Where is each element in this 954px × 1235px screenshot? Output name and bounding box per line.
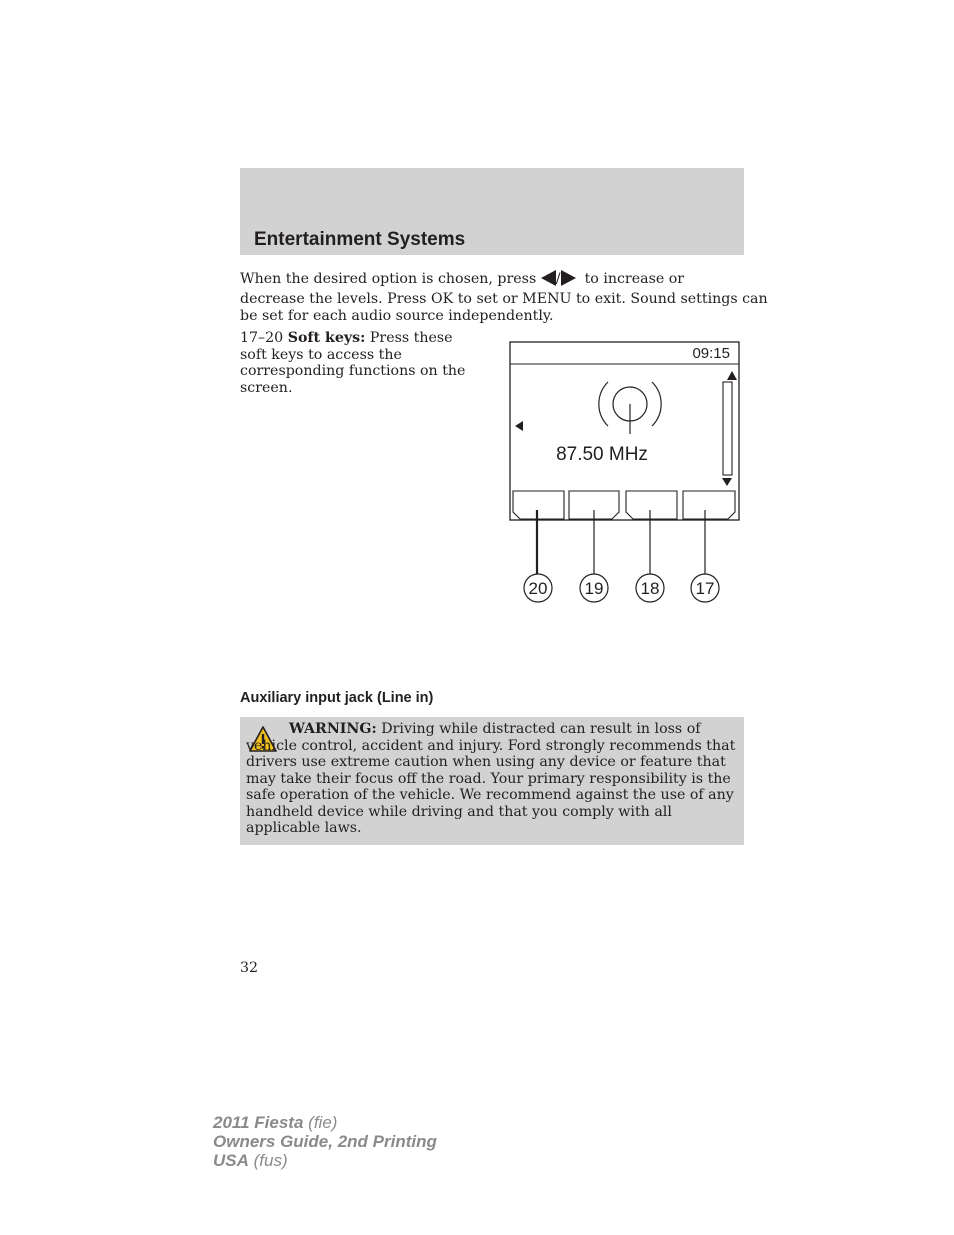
frequency-readout: 87.50 MHz xyxy=(556,444,648,465)
left-arrow-icon xyxy=(541,270,556,286)
aux-input-heading: Auxiliary input jack (Line in) xyxy=(240,690,434,706)
callout-label-17: 17 xyxy=(695,579,715,598)
section-title: Entertainment Systems xyxy=(254,229,466,250)
callout-label-20: 20 xyxy=(528,579,548,598)
intro-line-2: decrease the levels. Press OK to set or MENU to exit. Sound settings can xyxy=(240,291,768,307)
section-header xyxy=(240,168,744,255)
footer-model-code: (fie) xyxy=(308,1113,338,1132)
footer-region-code: (fus) xyxy=(253,1151,288,1170)
intro-text-1: When the desired option is chosen, press xyxy=(240,271,537,287)
arrow-separator: / xyxy=(555,271,561,287)
intro-line-1 xyxy=(240,270,684,288)
callout-label-18: 18 xyxy=(640,579,660,598)
callout-label-19: 19 xyxy=(584,579,604,598)
soft-keys-label: Soft keys: xyxy=(287,330,366,346)
warning-box xyxy=(240,717,744,845)
page-number: 32 xyxy=(240,960,259,976)
scrollbar-track xyxy=(723,382,732,475)
soft-key-20 xyxy=(513,491,564,519)
right-arrow-icon xyxy=(561,270,576,286)
intro-text-2: to increase or xyxy=(584,271,685,287)
soft-keys-description xyxy=(240,330,480,396)
soft-keys-text: Press these soft keys to access the corresponding functions on the screen. xyxy=(240,330,466,396)
intro-line-3: be set for each audio source independently. xyxy=(240,308,554,324)
footer-line-1 xyxy=(213,1113,437,1132)
footer-model: 2011 Fiesta xyxy=(213,1113,304,1132)
warning-label: WARNING: xyxy=(289,721,377,737)
soft-key-18 xyxy=(626,491,677,519)
footer-line-3 xyxy=(213,1151,437,1170)
footer-guide: Owners Guide, 2nd Printing xyxy=(213,1132,437,1151)
radio-display-illustration xyxy=(508,340,744,610)
footer-region: USA xyxy=(213,1151,249,1170)
clock-readout: 09:15 xyxy=(692,345,730,362)
warning-body: Driving while distracted can result in loss of vehicle control, accident and injury. Ford strongly recommends that drivers use extreme caution when using any device or feature that may take their focus off the road. Your primary responsibility is the safe operation of the vehicle. We recommend against the use of any handheld device while driving and that you comply with all applicable laws. xyxy=(246,721,736,836)
footer xyxy=(213,1113,437,1170)
soft-keys-number: 17–20 xyxy=(240,330,284,346)
soft-key-17 xyxy=(683,491,735,519)
warning-text xyxy=(246,721,740,837)
footer-line-2 xyxy=(213,1132,437,1151)
